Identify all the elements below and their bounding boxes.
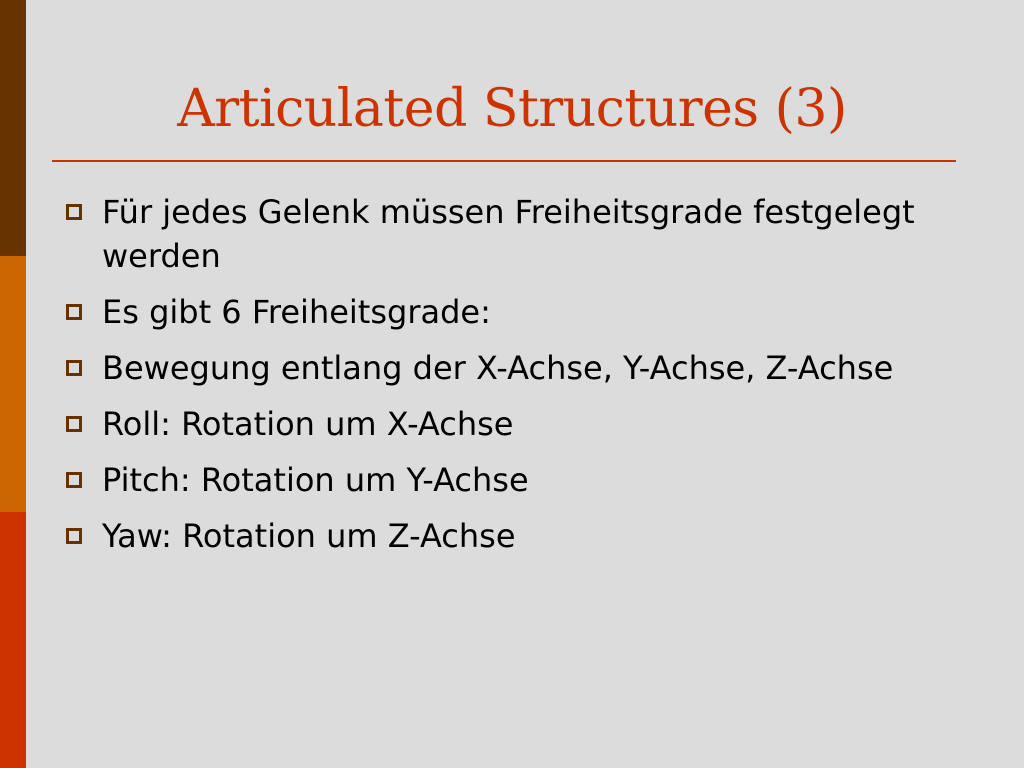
bullet-item bbox=[62, 290, 962, 334]
slide-title: Articulated Structures (3) bbox=[177, 79, 847, 139]
hollow-square-bullet-icon bbox=[66, 416, 82, 432]
bullet-item bbox=[62, 458, 962, 502]
bullet-item bbox=[62, 190, 962, 278]
bullet-text: Bewegung entlang der X-Achse, Y-Achse, Z-Achse bbox=[102, 349, 894, 387]
bullet-text: Roll: Rotation um X-Achse bbox=[102, 405, 514, 443]
side-band-bottom bbox=[0, 512, 26, 768]
hollow-square-bullet-icon bbox=[66, 528, 82, 544]
hollow-square-bullet-icon bbox=[66, 360, 82, 376]
hollow-square-bullet-icon bbox=[66, 204, 82, 220]
hollow-square-bullet-icon bbox=[66, 472, 82, 488]
bullet-item bbox=[62, 346, 962, 390]
bullet-text: Für jedes Gelenk müssen Freiheitsgrade festgelegt werden bbox=[102, 193, 915, 275]
bullet-text: Pitch: Rotation um Y-Achse bbox=[102, 461, 529, 499]
hollow-square-bullet-icon bbox=[66, 304, 82, 320]
bullet-item bbox=[62, 402, 962, 446]
bullet-text: Es gibt 6 Freiheitsgrade: bbox=[102, 293, 491, 331]
side-band-middle bbox=[0, 256, 26, 512]
bullet-text: Yaw: Rotation um Z-Achse bbox=[102, 517, 516, 555]
bullet-item bbox=[62, 514, 962, 558]
bullet-list bbox=[62, 190, 962, 570]
title-underline bbox=[52, 160, 956, 162]
side-band-top bbox=[0, 0, 26, 256]
